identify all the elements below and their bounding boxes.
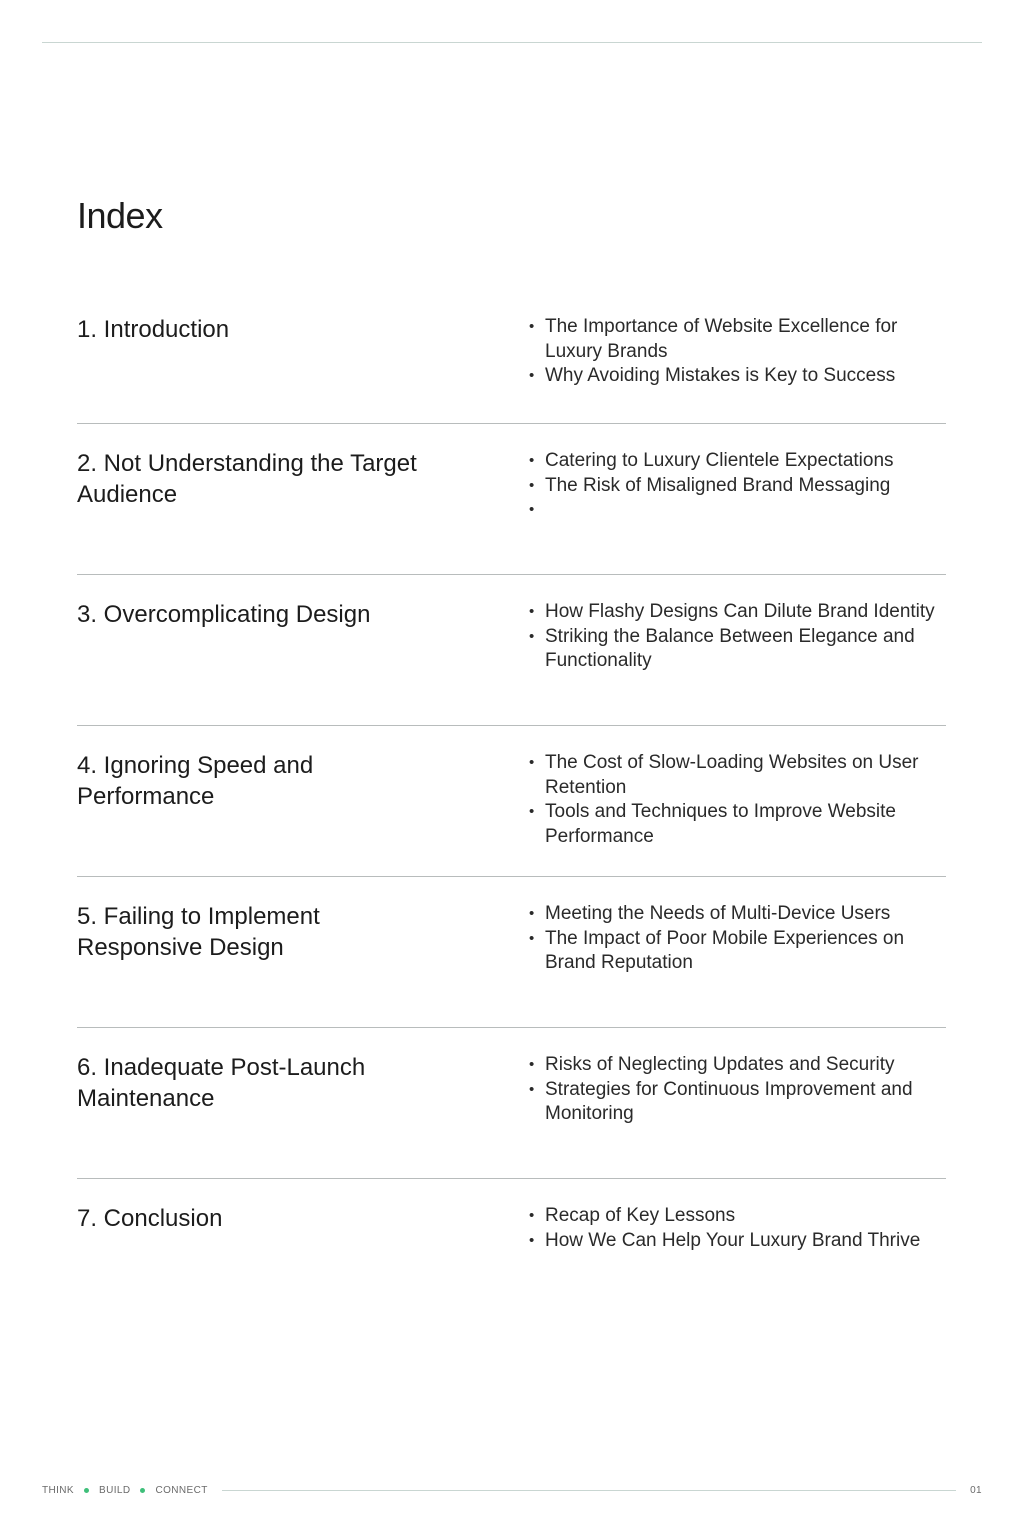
topic-item: • Meeting the Needs of Multi-Device Users bbox=[527, 902, 957, 927]
section-title: 2. Not Understanding the Target Audience bbox=[77, 450, 417, 508]
index-section-overcomplicating-design bbox=[77, 575, 946, 726]
topic-item: • Why Avoiding Mistakes is Key to Success bbox=[527, 364, 957, 389]
topic-item: • How Flashy Designs Can Dilute Brand Identity bbox=[527, 600, 957, 625]
bullet-icon: • bbox=[529, 627, 535, 645]
index-section-responsive-design bbox=[77, 877, 946, 1028]
bullet-icon: • bbox=[529, 603, 535, 620]
bullet-icon: • bbox=[529, 501, 535, 519]
bullet-icon: • bbox=[529, 905, 535, 922]
topic-item: • How We Can Help Your Luxury Brand Thrive bbox=[527, 1229, 957, 1254]
footer-divider bbox=[222, 1490, 956, 1491]
topic-item: • Striking the Balance Between Elegance and Functionality bbox=[529, 625, 915, 672]
bullet-icon: • bbox=[529, 318, 535, 335]
topic-item: • The Importance of Website Excellence for Luxury Brands bbox=[529, 316, 898, 362]
topic-list bbox=[527, 600, 957, 674]
footer-tagline-build: BUILD bbox=[99, 1484, 131, 1496]
footer-dot-icon bbox=[140, 1488, 145, 1493]
topic-list bbox=[527, 1204, 957, 1253]
topic-list bbox=[527, 1053, 957, 1127]
bullet-icon: • bbox=[529, 754, 535, 771]
footer-tagline-think: THINK bbox=[42, 1484, 74, 1496]
footer-dot-icon bbox=[84, 1488, 89, 1493]
page-footer bbox=[42, 1482, 982, 1498]
top-divider bbox=[42, 42, 982, 43]
topic-item-empty bbox=[527, 498, 957, 523]
topic-item: • The Impact of Poor Mobile Experiences on Brand Reputation bbox=[529, 927, 905, 974]
bullet-icon: • bbox=[529, 367, 535, 385]
index-section-conclusion bbox=[77, 1179, 946, 1329]
topic-item: • Catering to Luxury Clientele Expectations bbox=[527, 449, 957, 474]
bullet-icon: • bbox=[529, 476, 535, 494]
bullet-icon: • bbox=[529, 452, 535, 469]
bullet-icon: • bbox=[529, 1056, 535, 1073]
topic-item: • Risks of Neglecting Updates and Security bbox=[527, 1053, 957, 1078]
bullet-icon: • bbox=[529, 1207, 535, 1224]
topic-item: • Tools and Techniques to Improve Website Performance bbox=[529, 801, 896, 847]
section-title: 5. Failing to Implement Responsive Design bbox=[77, 903, 320, 961]
topic-list bbox=[527, 315, 957, 389]
bullet-icon: • bbox=[529, 803, 535, 821]
page-number: 01 bbox=[970, 1484, 982, 1496]
topic-list bbox=[527, 902, 957, 976]
bullet-icon: • bbox=[529, 929, 535, 947]
topic-list bbox=[527, 751, 957, 849]
index-section-introduction bbox=[77, 310, 946, 424]
index-section-maintenance bbox=[77, 1028, 946, 1179]
bullet-icon: • bbox=[529, 1231, 535, 1249]
bullet-icon: • bbox=[529, 1080, 535, 1098]
section-title: 7. Conclusion bbox=[77, 1205, 223, 1232]
topic-item: • The Risk of Misaligned Brand Messaging bbox=[527, 474, 957, 499]
topic-item: • Strategies for Continuous Improvement and Monitoring bbox=[529, 1078, 913, 1125]
index-section-speed-performance bbox=[77, 726, 946, 877]
section-title: 6. Inadequate Post-Launch Maintenance bbox=[77, 1054, 366, 1112]
page-title: Index bbox=[77, 195, 163, 236]
index-section-target-audience bbox=[77, 424, 946, 575]
topic-item: • The Cost of Slow-Loading Websites on User Retention bbox=[529, 752, 919, 798]
topic-list bbox=[527, 449, 957, 523]
section-title: 4. Ignoring Speed and Performance bbox=[77, 752, 314, 810]
footer-tagline-connect: CONNECT bbox=[155, 1484, 208, 1496]
topic-item: • Recap of Key Lessons bbox=[527, 1204, 957, 1229]
section-title: 3. Overcomplicating Design bbox=[77, 601, 371, 628]
section-title: 1. Introduction bbox=[77, 316, 230, 343]
index-list bbox=[77, 310, 946, 1329]
